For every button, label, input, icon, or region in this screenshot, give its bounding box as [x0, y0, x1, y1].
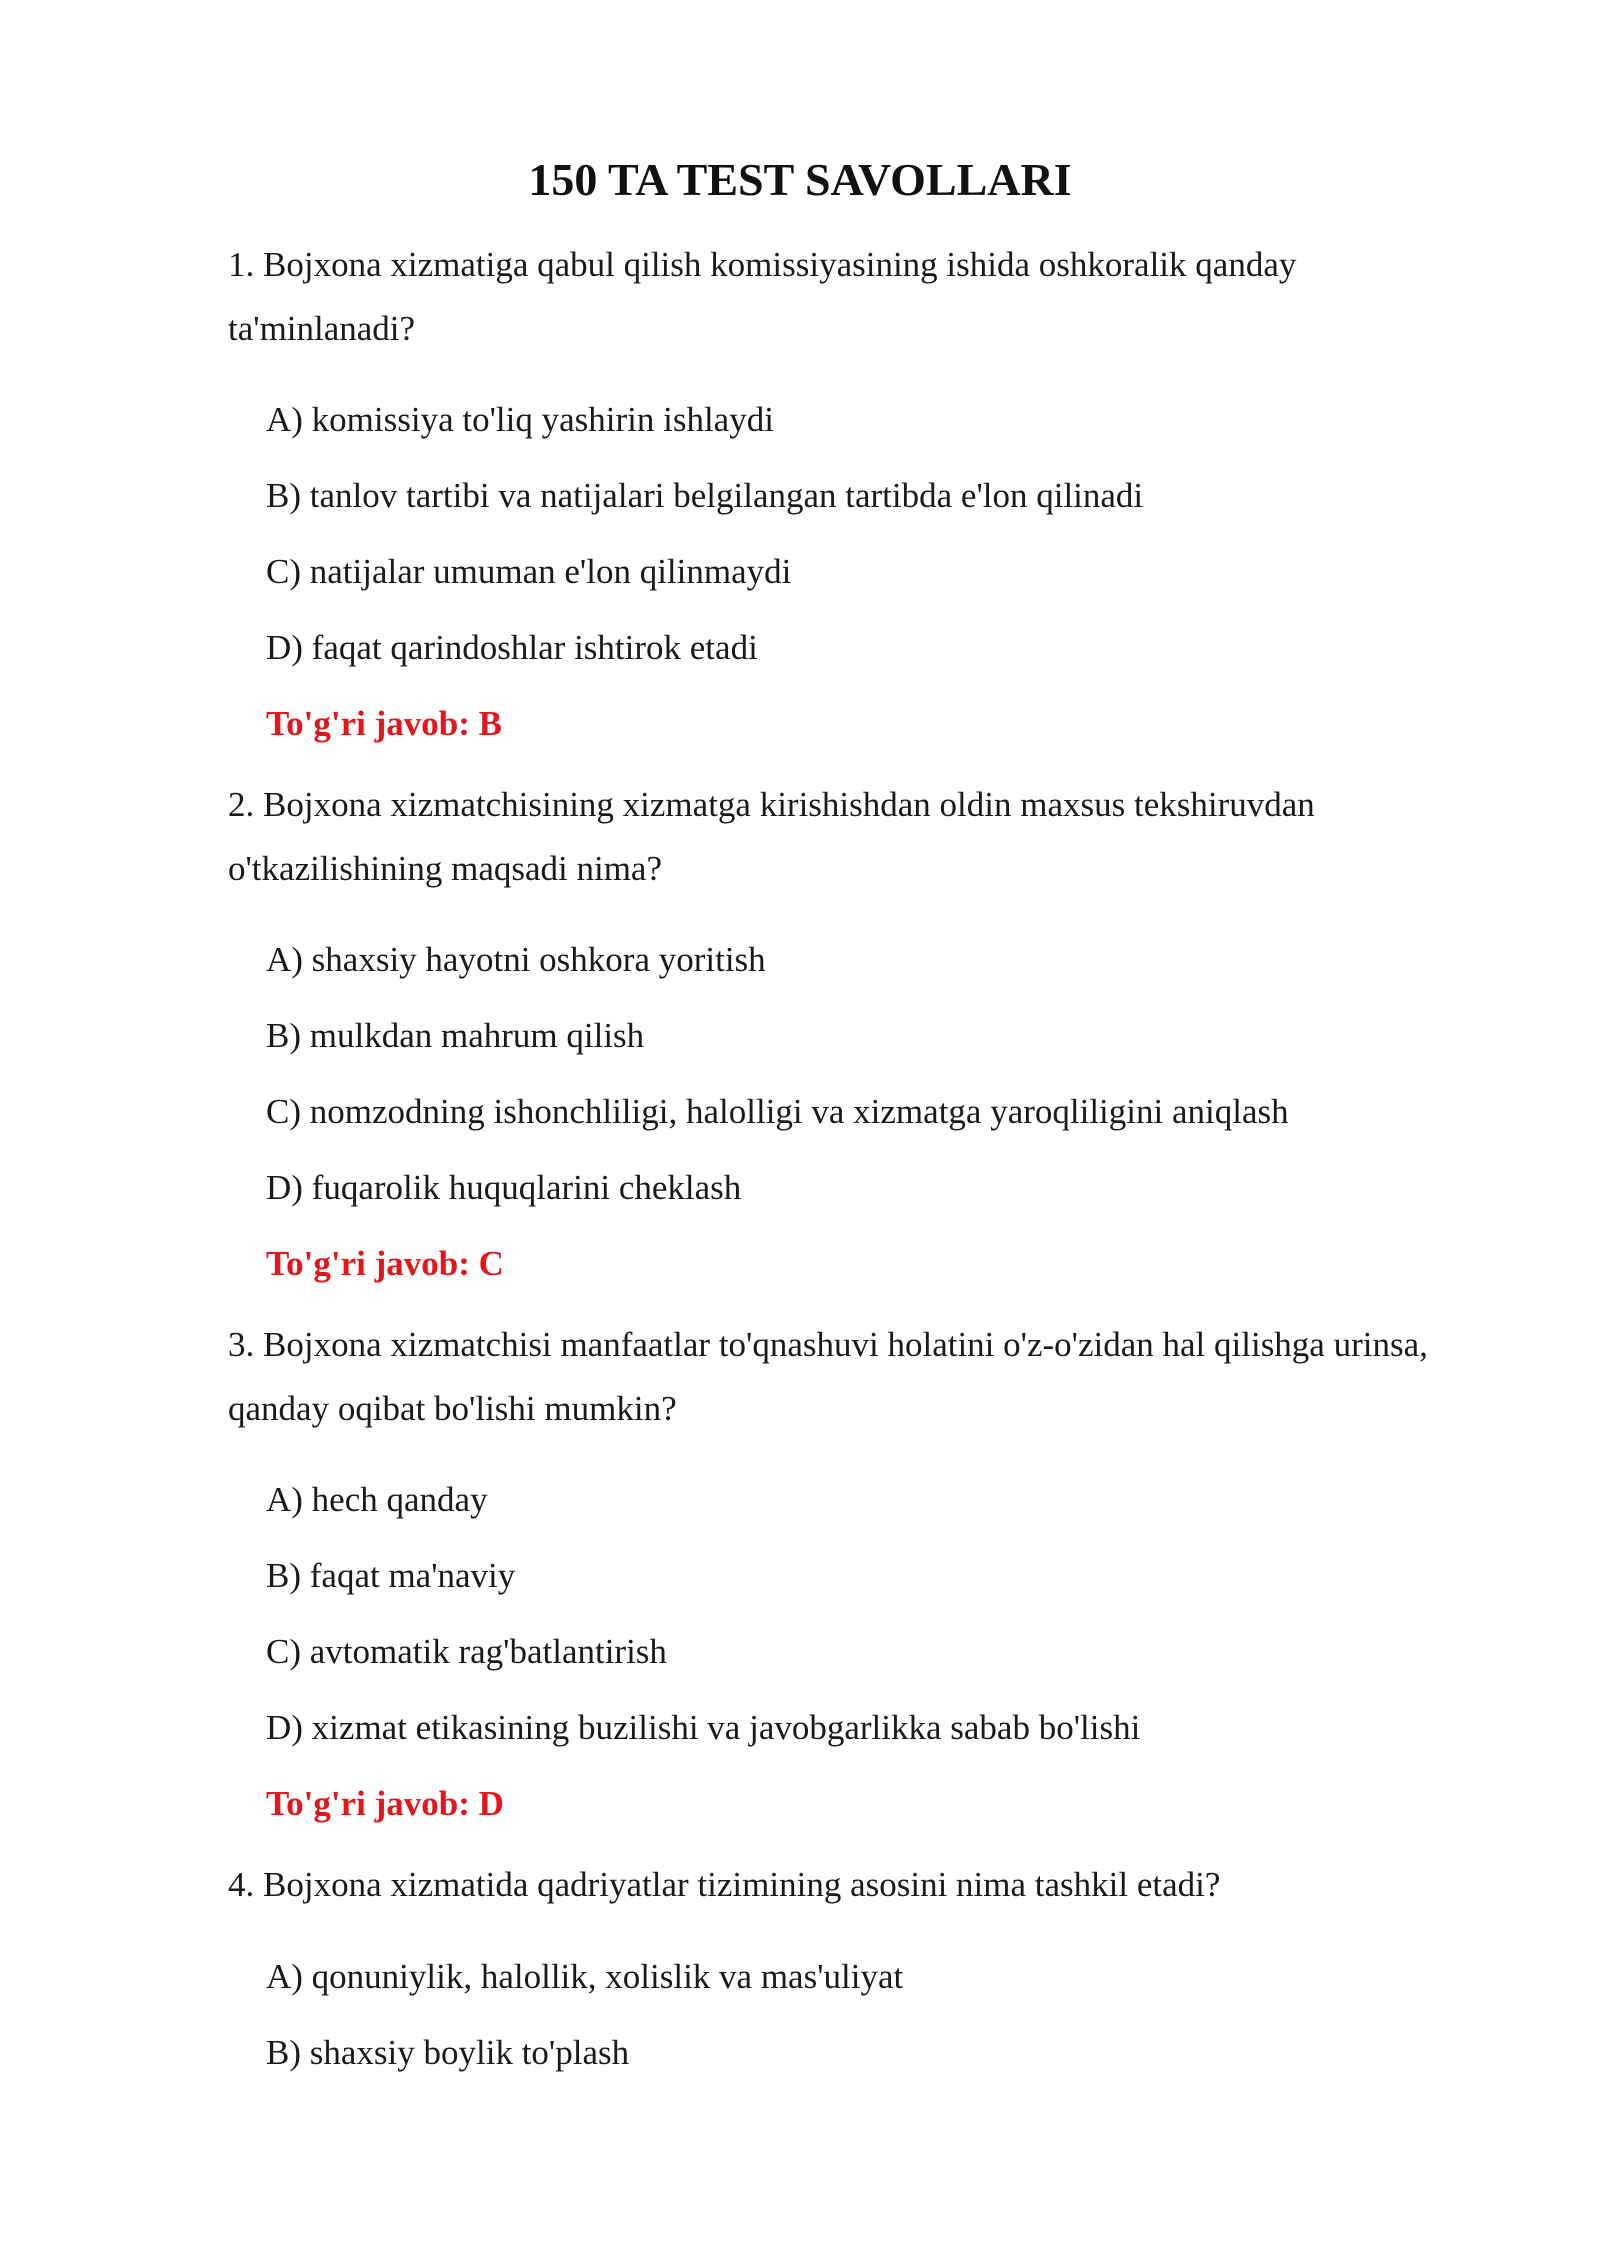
question-1-option-c: C) natijalar umuman e'lon qilinmaydi	[266, 552, 792, 591]
question-2-answer: To'g'ri javob: C	[266, 1244, 504, 1283]
question-2-text: 2. Bojxona xizmatchisining xizmatga kirishishdan oldin maxsus tekshiruvdan o'tkazilishining maqsadi nima?	[228, 785, 1315, 888]
question-2-option-c: C) nomzodning ishonchliligi, halolligi va xizmatga yaroqliligini aniqlash	[266, 1092, 1289, 1131]
page-title: 150 TA TEST SAVOLLARI	[528, 154, 1072, 205]
question-1-answer: To'g'ri javob: B	[266, 704, 502, 743]
question-1-option-a: A) komissiya to'liq yashirin ishlaydi	[266, 400, 774, 439]
question-4-text: 4. Bojxona xizmatida qadriyatlar tizimining asosini nima tashkil etadi?	[228, 1865, 1221, 1904]
question-1-text: 1. Bojxona xizmatiga qabul qilish komissiyasining ishida oshkoralik qanday ta'minlanadi?	[228, 245, 1297, 348]
question-2-option-a: A) shaxsiy hayotni oshkora yoritish	[266, 940, 766, 979]
question-4-option-a: A) qonuniylik, halollik, xolislik va mas'uliyat	[266, 1957, 904, 1996]
question-3-option-b: B) faqat ma'naviy	[266, 1556, 516, 1595]
question-3-option-a: A) hech qanday	[266, 1480, 488, 1519]
question-3-option-d: D) xizmat etikasining buzilishi va javobgarlikka sabab bo'lishi	[266, 1708, 1141, 1747]
question-4-option-b: B) shaxsiy boylik to'plash	[266, 2033, 630, 2072]
question-3-answer: To'g'ri javob: D	[266, 1784, 504, 1823]
question-3-option-c: C) avtomatik rag'batlantirish	[266, 1632, 667, 1671]
question-2-option-d: D) fuqarolik huquqlarini cheklash	[266, 1168, 742, 1207]
question-1-option-b: B) tanlov tartibi va natijalari belgilangan tartibda e'lon qilinadi	[266, 476, 1144, 515]
question-2-option-b: B) mulkdan mahrum qilish	[266, 1016, 645, 1055]
question-1-option-d: D) faqat qarindoshlar ishtirok etadi	[266, 628, 758, 667]
question-3-text: 3. Bojxona xizmatchisi manfaatlar to'qnashuvi holatini o'z-o'zidan hal qilishga urinsa, qanday oqibat bo'lishi mumkin?	[228, 1325, 1428, 1428]
